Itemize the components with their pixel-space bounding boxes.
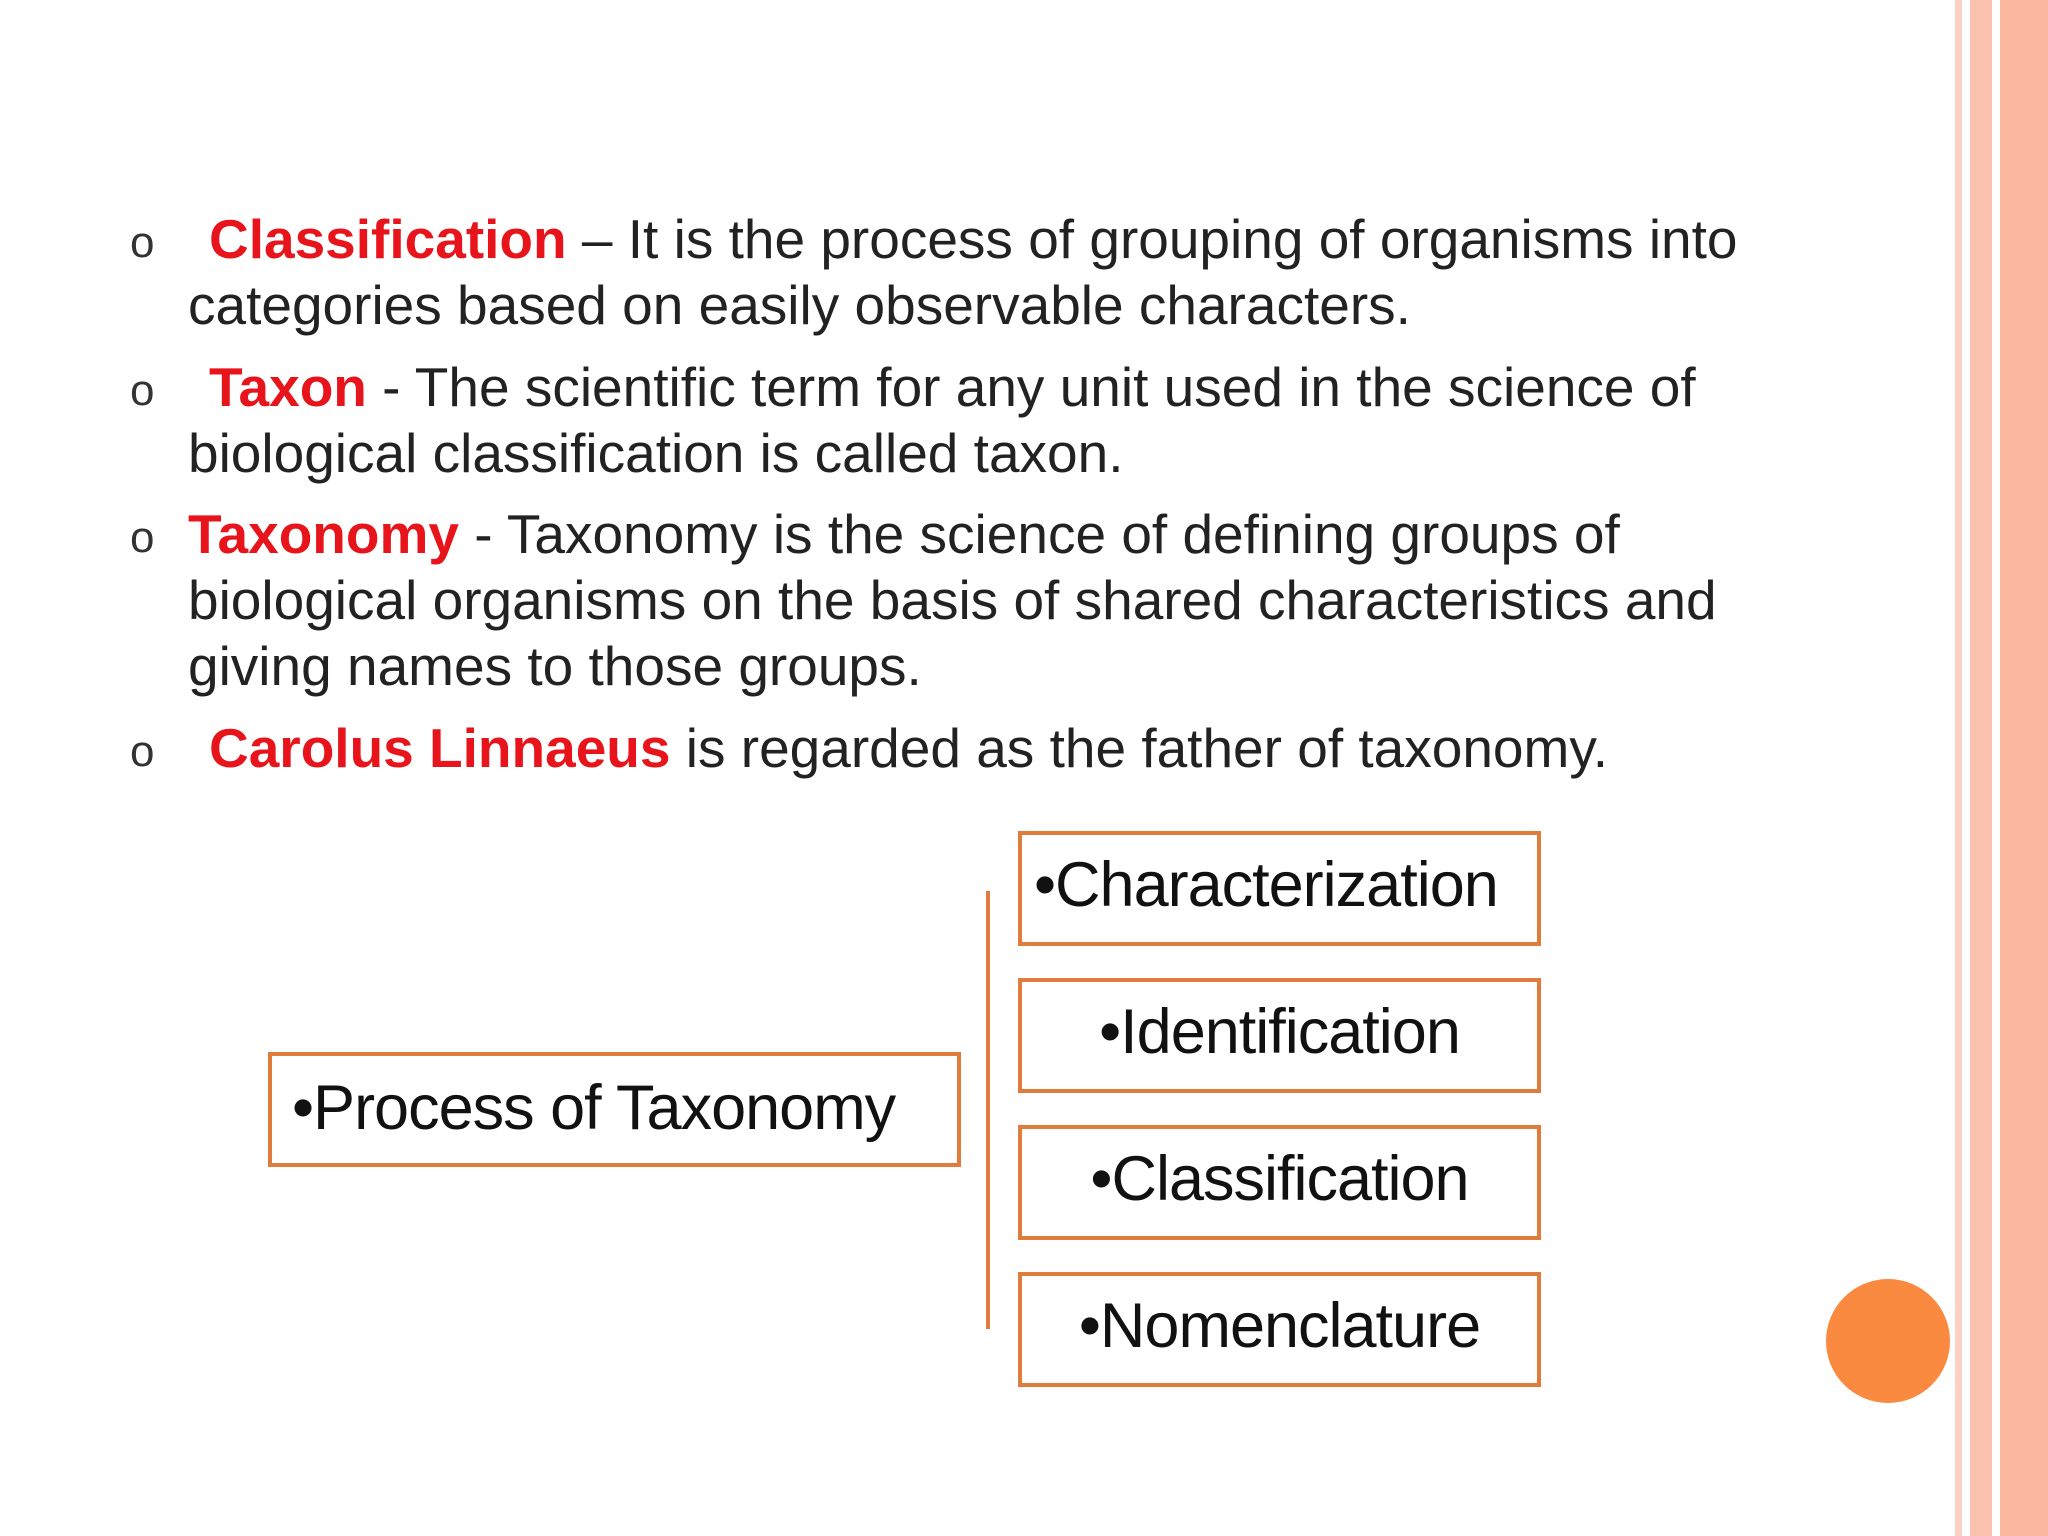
diagram-child-identification: •Identification [1018,978,1541,1093]
bullet-item-linnaeus [188,715,1848,781]
decorative-stripe [2000,0,2048,1536]
bullet-text: - Taxonomy is the science of defining groups of biological organisms on the basis of shared characteristics and giving names to those groups. [188,503,1717,697]
bullet-item-classification [188,206,1848,338]
bullet-marker: o [130,727,155,776]
bullet-term: Carolus Linnaeus [209,717,671,779]
diagram-child-nomenclature: •Nomenclature [1018,1272,1541,1387]
bullet-text: – It is the process of grouping of organisms into categories based on easily observable characters. [188,208,1738,336]
diagram-root-box: •Process of Taxonomy [268,1052,961,1167]
diagram-child-characterization: •Characterization [1018,831,1541,946]
bullet-term: Taxon [209,356,367,418]
bullet-marker: o [130,218,155,267]
bullet-term: Taxonomy [188,503,459,565]
bullet-text: - The scientific term for any unit used in the science of biological classification is called taxon. [188,356,1696,484]
decorative-stripe-gap [1992,0,2000,1536]
bullet-text: is regarded as the father of taxonomy. [670,717,1609,779]
diagram-child-classification: •Classification [1018,1125,1541,1240]
bullet-marker: o [130,366,155,415]
decorative-circle [1826,1279,1950,1403]
decorative-stripe-gap [1962,0,1970,1536]
diagram-connector-line [986,891,990,1329]
bullet-marker: o [130,513,155,562]
decorative-stripe [1955,0,1962,1536]
bullet-item-taxon [188,354,1848,486]
decorative-stripe [1970,0,1992,1536]
bullet-item-taxonomy [188,501,1848,699]
bullet-term: Classification [209,208,567,270]
